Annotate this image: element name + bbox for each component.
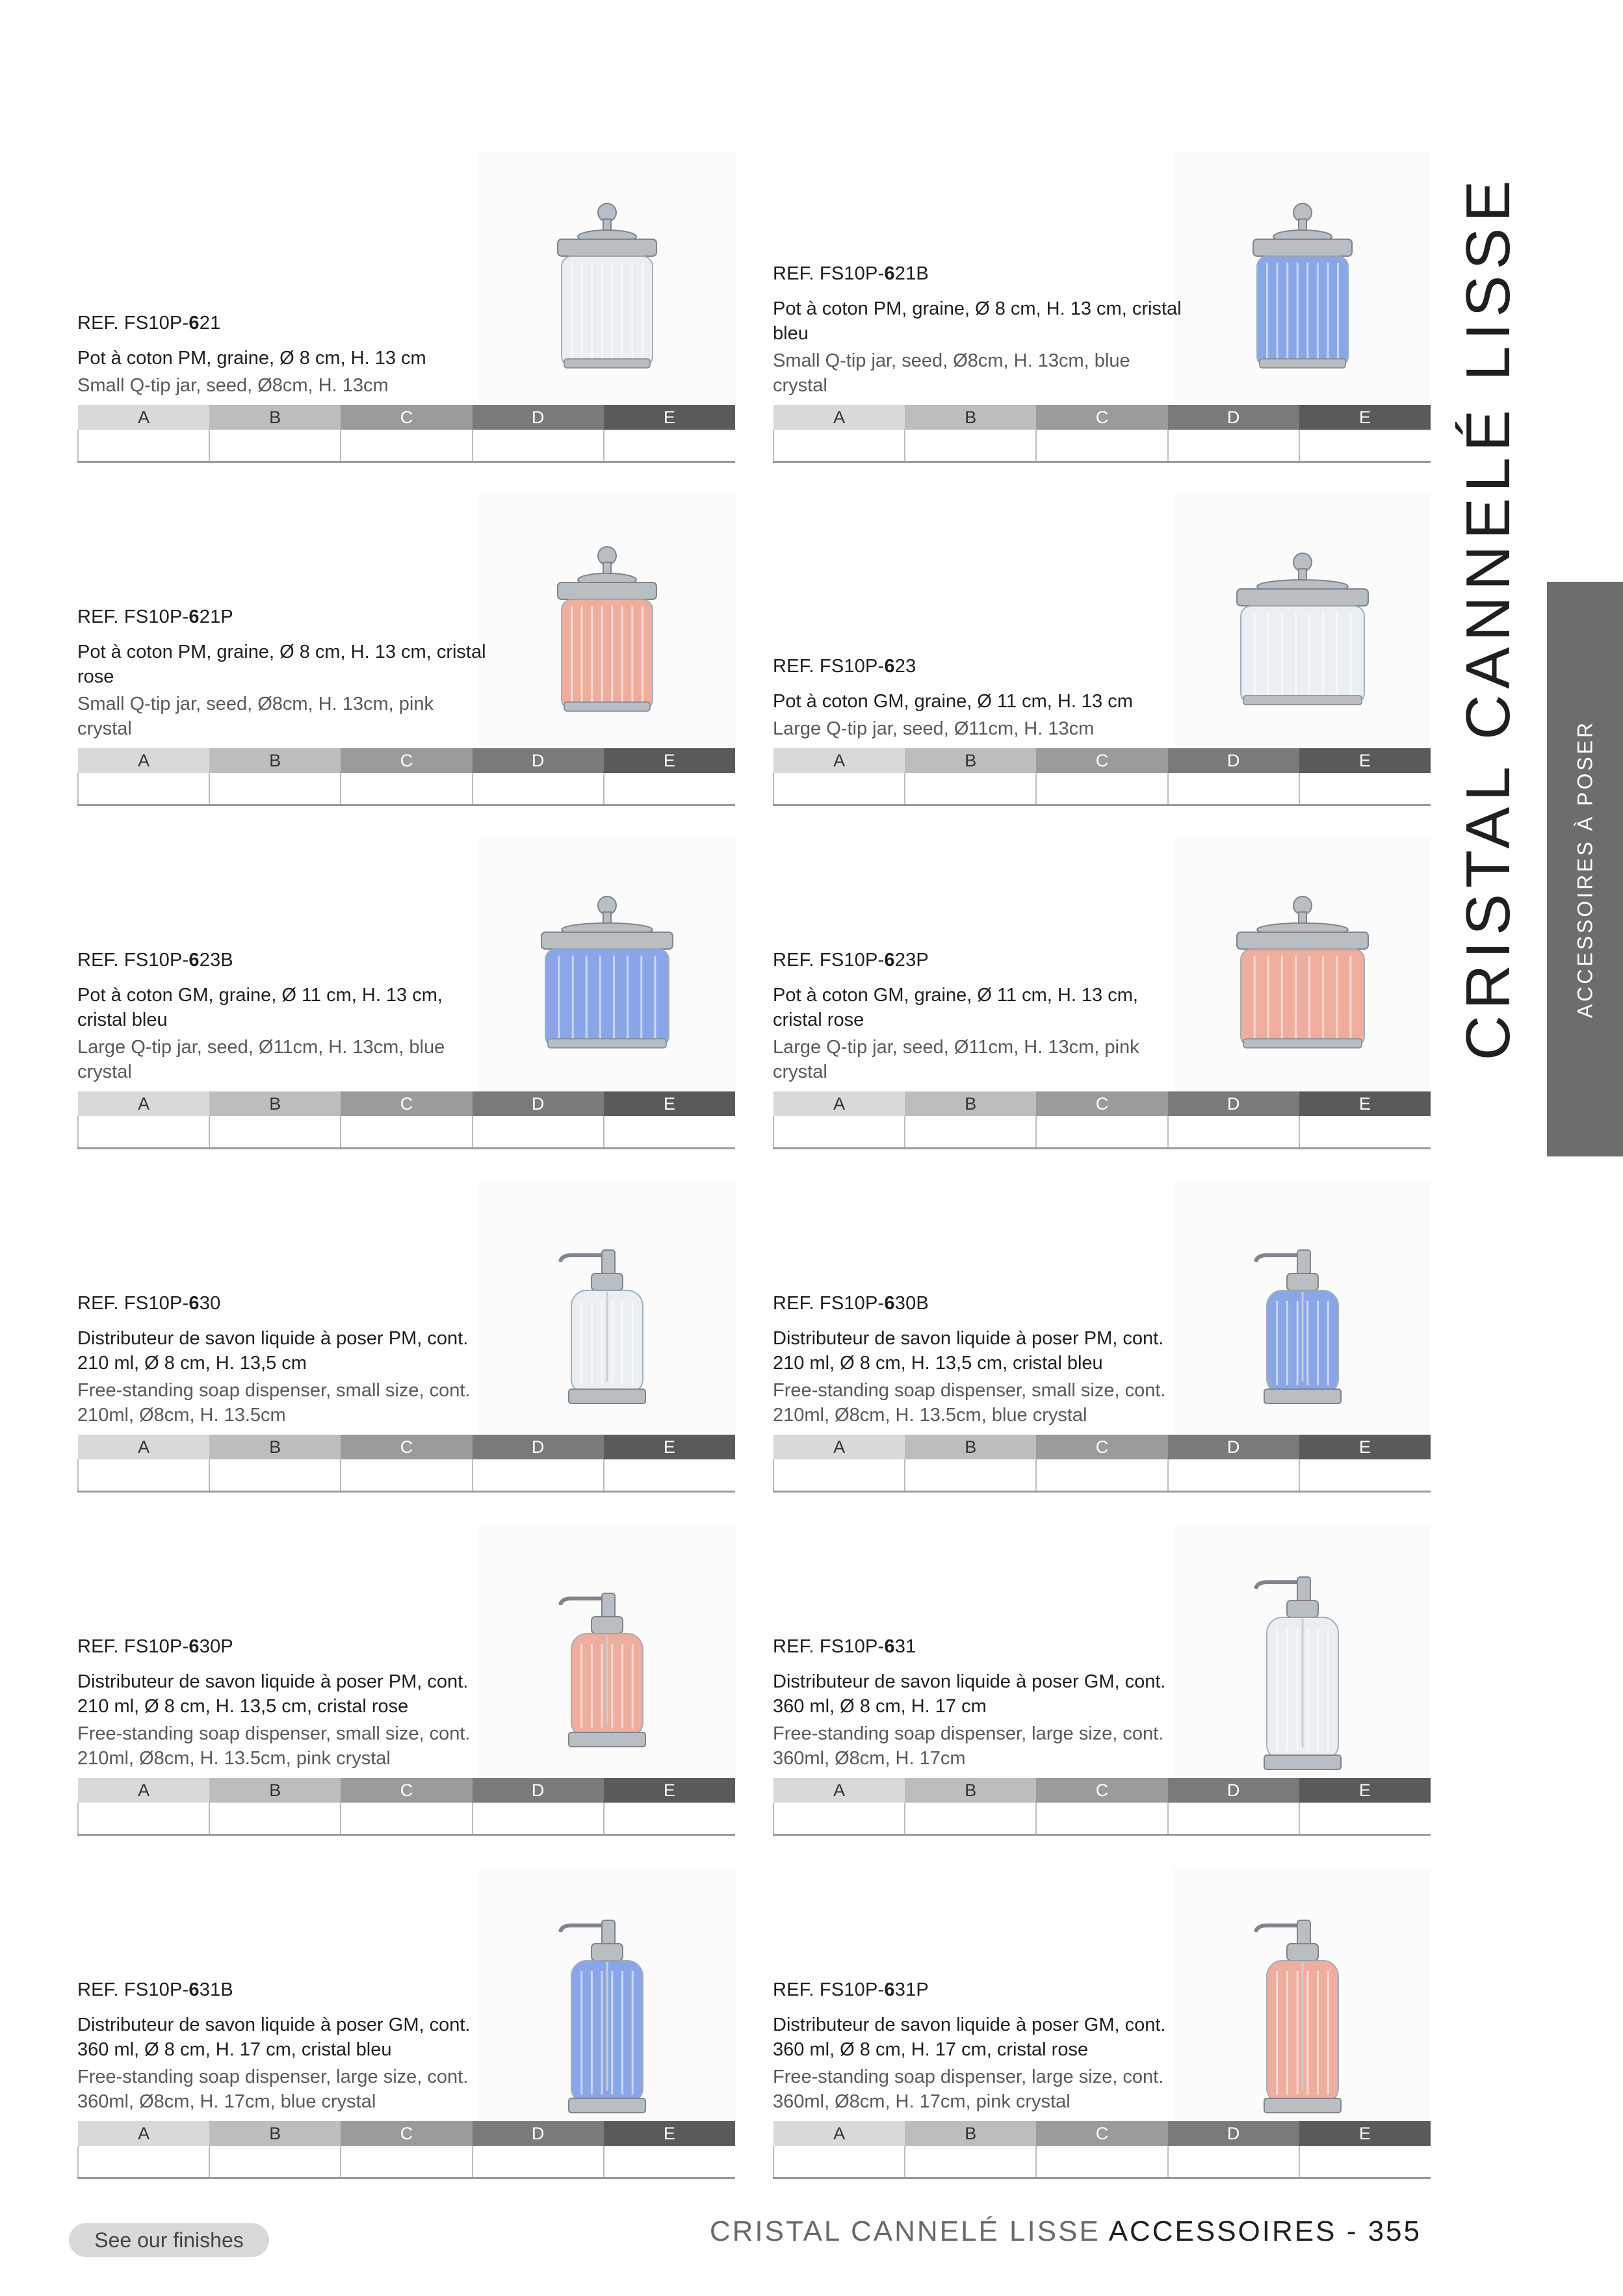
finish-cell-a[interactable]: [78, 1803, 209, 1835]
finish-header-d: D: [473, 1091, 604, 1116]
finish-cell-c[interactable]: [1036, 1803, 1167, 1835]
finish-cell-d[interactable]: [473, 2146, 604, 2178]
product-photo: [1174, 494, 1431, 754]
product-description-en: Large Q-tip jar, seed, Ø11cm, H. 13cm: [773, 718, 1095, 739]
footer-page-number: - 355: [1346, 2215, 1422, 2247]
ref-suffix: 31P: [894, 1979, 929, 2000]
product-description-fr: Distributeur de savon liquide à poser PM, cont. 210 ml, Ø 8 cm, H. 13,5 cm, cristal rose: [77, 1671, 469, 1717]
product-info: [773, 1293, 1182, 1428]
finish-header-a: A: [78, 1435, 209, 1459]
finish-cell-a[interactable]: [773, 1803, 905, 1835]
finish-cell-b[interactable]: [209, 1803, 341, 1835]
finish-header-e: E: [1299, 748, 1431, 773]
finish-table: [77, 405, 735, 463]
finish-cell-e[interactable]: [604, 430, 735, 462]
finish-header-e: E: [1299, 405, 1431, 430]
finish-header-d: D: [473, 1778, 604, 1803]
finish-cell-a[interactable]: [773, 430, 905, 462]
ref-prefix: REF. FS10P-: [773, 656, 885, 677]
product-photo: [478, 1867, 735, 2127]
finish-table: [773, 748, 1431, 806]
ref-suffix: 21B: [894, 263, 929, 284]
ref-suffix: 30B: [894, 1293, 929, 1314]
finish-cell-a[interactable]: [773, 1116, 905, 1149]
finish-cell-e[interactable]: [1299, 773, 1431, 805]
finish-cell-d[interactable]: [1168, 1459, 1299, 1492]
product-card: [773, 837, 1431, 1149]
finish-header-c: C: [1036, 1091, 1167, 1116]
product-photo: [1174, 1524, 1431, 1784]
finish-table: [77, 1091, 735, 1149]
finish-header-e: E: [1299, 1435, 1431, 1459]
product-photo: [478, 151, 735, 411]
product-illustration: [1231, 870, 1374, 1091]
ref-prefix: REF. FS10P-: [773, 263, 885, 284]
product-description-fr: Pot à coton PM, graine, Ø 8 cm, H. 13 cm, cristal bleu: [773, 298, 1182, 344]
product-info: [773, 1636, 1182, 1771]
product-ref: [77, 313, 487, 334]
finish-header-e: E: [604, 405, 735, 430]
finish-cell-d[interactable]: [473, 1803, 604, 1835]
product-ref: [77, 1979, 487, 2001]
ref-suffix: 31B: [199, 1979, 233, 2000]
finish-cell-a[interactable]: [773, 773, 905, 805]
footer-category: ACCESSOIRES: [1108, 2215, 1337, 2247]
finish-header-c: C: [341, 2121, 472, 2146]
finish-cell-d[interactable]: [473, 1459, 604, 1492]
finish-header-c: C: [341, 1435, 472, 1459]
finish-header-c: C: [341, 748, 472, 773]
finish-cell-e[interactable]: [604, 2146, 735, 2178]
finish-table: [77, 748, 735, 806]
see-finishes-button[interactable]: See our finishes: [69, 2223, 269, 2257]
ref-suffix: 23P: [894, 950, 929, 971]
finish-cell-e[interactable]: [1299, 1116, 1431, 1149]
finish-table: [773, 1435, 1431, 1493]
product-card: [773, 151, 1431, 463]
product-ref: [77, 607, 487, 628]
finish-cell-b[interactable]: [209, 1459, 341, 1492]
finish-cell-d[interactable]: [1168, 773, 1299, 805]
product-description-fr: Pot à coton GM, graine, Ø 11 cm, H. 13 cm, cristal rose: [773, 985, 1138, 1030]
ref-prefix: REF. FS10P-: [77, 1293, 189, 1314]
product-illustration: [536, 1556, 679, 1777]
product-description-en: Large Q-tip jar, seed, Ø11cm, H. 13cm, blue crystal: [77, 1037, 445, 1082]
finish-cell-c[interactable]: [1036, 430, 1167, 462]
ref-suffix: 21: [199, 313, 221, 333]
finish-header-d: D: [1168, 1091, 1299, 1116]
product-photo: [478, 1181, 735, 1441]
finish-header-b: B: [905, 748, 1036, 773]
finish-cell-b[interactable]: [209, 773, 341, 805]
finish-cell-b[interactable]: [905, 430, 1036, 462]
finish-cell-a[interactable]: [78, 773, 209, 805]
ref-suffix: 21P: [199, 607, 233, 627]
product-illustration: [1231, 1899, 1374, 2120]
product-info: [773, 656, 1182, 741]
finish-header-d: D: [1168, 1435, 1299, 1459]
finish-header-a: A: [773, 1778, 905, 1803]
finish-header-e: E: [604, 1435, 735, 1459]
ref-bold-digit: 6: [188, 1293, 200, 1314]
finish-header-c: C: [1036, 748, 1167, 773]
finish-header-d: D: [473, 748, 604, 773]
product-card: [77, 1867, 735, 2179]
product-description-fr: Distributeur de savon liquide à poser PM, cont. 210 ml, Ø 8 cm, H. 13,5 cm: [77, 1328, 469, 1374]
finish-cell-c[interactable]: [341, 1803, 472, 1835]
product-illustration: [536, 1213, 679, 1434]
finish-header-b: B: [209, 405, 341, 430]
finish-header-c: C: [341, 1778, 472, 1803]
ref-prefix: REF. FS10P-: [773, 950, 885, 971]
finish-header-a: A: [78, 405, 209, 430]
product-card: [77, 151, 735, 463]
finish-header-b: B: [905, 405, 1036, 430]
ref-prefix: REF. FS10P-: [77, 607, 189, 627]
finish-header-e: E: [1299, 2121, 1431, 2146]
product-illustration: [1231, 1556, 1374, 1777]
product-description-en: Small Q-tip jar, seed, Ø8cm, H. 13cm: [77, 375, 389, 396]
category-tab[interactable]: [1547, 582, 1623, 1156]
finish-cell-e[interactable]: [604, 1116, 735, 1149]
finish-cell-e[interactable]: [1299, 1803, 1431, 1835]
product-description-en: Small Q-tip jar, seed, Ø8cm, H. 13cm, pink crystal: [77, 694, 434, 739]
product-ref: [773, 950, 1182, 971]
finish-cell-b[interactable]: [209, 1116, 341, 1149]
collection-title-text: CRISTAL CANNELÉ LISSE: [1453, 174, 1523, 1061]
product-illustration: [536, 1899, 679, 2120]
product-description-fr: Pot à coton PM, graine, Ø 8 cm, H. 13 cm: [77, 348, 426, 369]
product-photo: [1174, 151, 1431, 411]
finish-cell-e[interactable]: [604, 1459, 735, 1492]
product-description-en: Small Q-tip jar, seed, Ø8cm, H. 13cm, blue crystal: [773, 350, 1130, 396]
product-description-en: Free-standing soap dispenser, large size, cont. 360ml, Ø8cm, H. 17cm, pink crystal: [773, 2067, 1164, 2112]
ref-bold-digit: 6: [884, 656, 895, 677]
ref-bold-digit: 6: [884, 1636, 895, 1657]
product-info: [77, 950, 487, 1084]
product-illustration: [536, 527, 679, 748]
finish-header-d: D: [473, 2121, 604, 2146]
ref-prefix: REF. FS10P-: [77, 1636, 189, 1657]
product-illustration: [536, 183, 679, 404]
finish-cell-c[interactable]: [1036, 1116, 1167, 1149]
finish-header-b: B: [905, 1778, 1036, 1803]
finish-table: [77, 2121, 735, 2179]
product-card: [77, 837, 735, 1149]
finish-header-c: C: [341, 1091, 472, 1116]
ref-bold-digit: 6: [188, 950, 200, 971]
product-ref: [773, 1293, 1182, 1314]
finish-header-b: B: [209, 1435, 341, 1459]
product-info: [77, 1979, 487, 2114]
finish-cell-d[interactable]: [1168, 1803, 1299, 1835]
product-photo: [1174, 837, 1431, 1097]
product-info: [773, 950, 1182, 1084]
finish-header-e: E: [604, 2121, 735, 2146]
ref-bold-digit: 6: [188, 1979, 200, 2000]
product-info: [77, 313, 487, 398]
product-description-en: Free-standing soap dispenser, small size, cont. 210ml, Ø8cm, H. 13.5cm, pink crystal: [77, 1723, 471, 1769]
ref-bold-digit: 6: [188, 607, 200, 627]
finish-cell-b[interactable]: [905, 1803, 1036, 1835]
finish-header-c: C: [1036, 2121, 1167, 2146]
finish-header-e: E: [1299, 1091, 1431, 1116]
finish-cell-c[interactable]: [341, 1116, 472, 1149]
finish-cell-e[interactable]: [604, 773, 735, 805]
finish-header-b: B: [905, 2121, 1036, 2146]
ref-prefix: REF. FS10P-: [773, 1979, 885, 2000]
finish-cell-e[interactable]: [1299, 2146, 1431, 2178]
ref-bold-digit: 6: [884, 950, 895, 971]
product-description-fr: Distributeur de savon liquide à poser GM, cont. 360 ml, Ø 8 cm, H. 17 cm: [773, 1671, 1166, 1717]
finish-header-b: B: [209, 1778, 341, 1803]
product-card: [773, 1524, 1431, 1836]
finish-header-e: E: [604, 1091, 735, 1116]
finish-cell-b[interactable]: [209, 430, 341, 462]
finish-cell-c[interactable]: [341, 430, 472, 462]
finish-header-d: D: [1168, 1778, 1299, 1803]
finish-header-b: B: [209, 2121, 341, 2146]
finish-cell-c[interactable]: [341, 773, 472, 805]
finish-header-a: A: [773, 1435, 905, 1459]
finish-header-a: A: [78, 748, 209, 773]
finish-header-d: D: [473, 1435, 604, 1459]
finish-cell-a[interactable]: [78, 2146, 209, 2178]
finish-cell-a[interactable]: [78, 1459, 209, 1492]
ref-bold-digit: 6: [188, 1636, 200, 1657]
product-ref: [773, 656, 1182, 677]
finish-cell-c[interactable]: [1036, 2146, 1167, 2178]
ref-prefix: REF. FS10P-: [773, 1636, 885, 1657]
product-ref: [77, 1293, 487, 1314]
ref-suffix: 23B: [199, 950, 233, 971]
finish-cell-d[interactable]: [473, 430, 604, 462]
finish-header-a: A: [773, 1091, 905, 1116]
finish-header-c: C: [1036, 1435, 1167, 1459]
finish-cell-e[interactable]: [604, 1803, 735, 1835]
finish-cell-d[interactable]: [473, 1116, 604, 1149]
finish-cell-b[interactable]: [905, 2146, 1036, 2178]
finish-header-b: B: [209, 1091, 341, 1116]
finish-cell-a[interactable]: [78, 1116, 209, 1149]
product-info: [773, 263, 1182, 398]
product-illustration: [536, 870, 679, 1091]
finish-cell-d[interactable]: [473, 773, 604, 805]
product-ref: [77, 950, 487, 971]
finish-cell-b[interactable]: [905, 1116, 1036, 1149]
finish-header-b: B: [209, 748, 341, 773]
product-photo: [478, 1524, 735, 1784]
product-illustration: [1231, 183, 1374, 404]
product-description-en: Free-standing soap dispenser, small size, cont. 210ml, Ø8cm, H. 13.5cm: [77, 1380, 471, 1426]
product-description-fr: Distributeur de savon liquide à poser GM, cont. 360 ml, Ø 8 cm, H. 17 cm, cristal rose: [773, 2015, 1166, 2060]
ref-bold-digit: 6: [188, 313, 200, 333]
ref-suffix: 30: [199, 1293, 221, 1314]
product-card: [773, 1867, 1431, 2179]
ref-suffix: 31: [894, 1636, 916, 1657]
finish-header-b: B: [905, 1435, 1036, 1459]
product-illustration: [1231, 1213, 1374, 1434]
ref-suffix: 30P: [199, 1636, 233, 1657]
finish-cell-d[interactable]: [1168, 1116, 1299, 1149]
finish-header-a: A: [773, 405, 905, 430]
finish-cell-a[interactable]: [78, 430, 209, 462]
ref-prefix: REF. FS10P-: [77, 1979, 189, 2000]
product-description-en: Free-standing soap dispenser, large size, cont. 360ml, Ø8cm, H. 17cm: [773, 1723, 1164, 1769]
ref-prefix: REF. FS10P-: [77, 950, 189, 971]
product-description-fr: Pot à coton GM, graine, Ø 11 cm, H. 13 cm: [773, 691, 1133, 712]
product-card: [773, 494, 1431, 806]
ref-bold-digit: 6: [884, 263, 895, 284]
product-card: [77, 494, 735, 806]
product-card: [77, 1524, 735, 1836]
product-description-fr: Pot à coton PM, graine, Ø 8 cm, H. 13 cm, cristal rose: [77, 642, 486, 687]
finish-header-e: E: [604, 748, 735, 773]
finish-cell-b[interactable]: [905, 773, 1036, 805]
finish-cell-b[interactable]: [905, 1459, 1036, 1492]
finish-table: [773, 1091, 1431, 1149]
ref-prefix: REF. FS10P-: [77, 313, 189, 333]
finish-header-a: A: [773, 2121, 905, 2146]
ref-bold-digit: 6: [884, 1979, 895, 2000]
finish-cell-d[interactable]: [1168, 430, 1299, 462]
finish-header-d: D: [473, 405, 604, 430]
finish-header-a: A: [78, 1091, 209, 1116]
finish-header-a: A: [773, 748, 905, 773]
product-ref: [773, 263, 1182, 285]
collection-title: [1453, 153, 1523, 1082]
page-footer: [710, 2215, 1422, 2248]
product-info: [77, 1636, 487, 1771]
product-description-fr: Distributeur de savon liquide à poser PM, cont. 210 ml, Ø 8 cm, H. 13,5 cm, cristal bleu: [773, 1328, 1164, 1374]
finish-header-d: D: [1168, 405, 1299, 430]
product-photo: [1174, 1181, 1431, 1441]
product-ref: [773, 1636, 1182, 1658]
finish-header-a: A: [78, 2121, 209, 2146]
product-illustration: [1231, 527, 1374, 748]
finish-cell-c[interactable]: [1036, 1459, 1167, 1492]
product-card: [77, 1181, 735, 1493]
finish-header-e: E: [604, 1778, 735, 1803]
finish-header-d: D: [1168, 748, 1299, 773]
product-info: [77, 607, 487, 741]
product-info: [773, 1979, 1182, 2114]
finish-table: [77, 1435, 735, 1493]
finish-cell-e[interactable]: [1299, 430, 1431, 462]
product-photo: [478, 837, 735, 1097]
finish-header-c: C: [1036, 405, 1167, 430]
finish-header-a: A: [78, 1778, 209, 1803]
finish-header-c: C: [1036, 1778, 1167, 1803]
footer-collection: CRISTAL CANNELÉ LISSE: [709, 2215, 1100, 2247]
finish-cell-a[interactable]: [773, 1459, 905, 1492]
category-tab-label: ACCESSOIRES À POSER: [1573, 720, 1596, 1019]
product-ref: [773, 1979, 1182, 2001]
finish-cell-a[interactable]: [773, 2146, 905, 2178]
product-info: [77, 1293, 487, 1428]
product-description-en: Large Q-tip jar, seed, Ø11cm, H. 13cm, pink crystal: [773, 1037, 1139, 1082]
ref-suffix: 23: [894, 656, 916, 677]
finish-cell-d[interactable]: [1168, 2146, 1299, 2178]
finish-table: [773, 405, 1431, 463]
product-ref: [77, 1636, 487, 1658]
product-photo: [1174, 1867, 1431, 2127]
product-photo: [478, 494, 735, 754]
ref-bold-digit: 6: [884, 1293, 895, 1314]
finish-cell-e[interactable]: [1299, 1459, 1431, 1492]
product-description-fr: Distributeur de savon liquide à poser GM, cont. 360 ml, Ø 8 cm, H. 17 cm, cristal bleu: [77, 2015, 471, 2060]
ref-prefix: REF. FS10P-: [773, 1293, 885, 1314]
finish-cell-b[interactable]: [209, 2146, 341, 2178]
finish-header-e: E: [1299, 1778, 1431, 1803]
finish-cell-c[interactable]: [341, 1459, 472, 1492]
finish-header-b: B: [905, 1091, 1036, 1116]
finish-header-d: D: [1168, 2121, 1299, 2146]
product-card: [773, 1181, 1431, 1493]
product-description-en: Free-standing soap dispenser, small size, cont. 210ml, Ø8cm, H. 13.5cm, blue crystal: [773, 1380, 1166, 1426]
product-description-en: Free-standing soap dispenser, large size, cont. 360ml, Ø8cm, H. 17cm, blue crystal: [77, 2067, 469, 2112]
finish-cell-c[interactable]: [341, 2146, 472, 2178]
finish-table: [773, 1778, 1431, 1836]
finish-header-c: C: [341, 405, 472, 430]
finish-cell-c[interactable]: [1036, 773, 1167, 805]
product-description-fr: Pot à coton GM, graine, Ø 11 cm, H. 13 cm, cristal bleu: [77, 985, 443, 1030]
finish-table: [773, 2121, 1431, 2179]
finish-table: [77, 1778, 735, 1836]
